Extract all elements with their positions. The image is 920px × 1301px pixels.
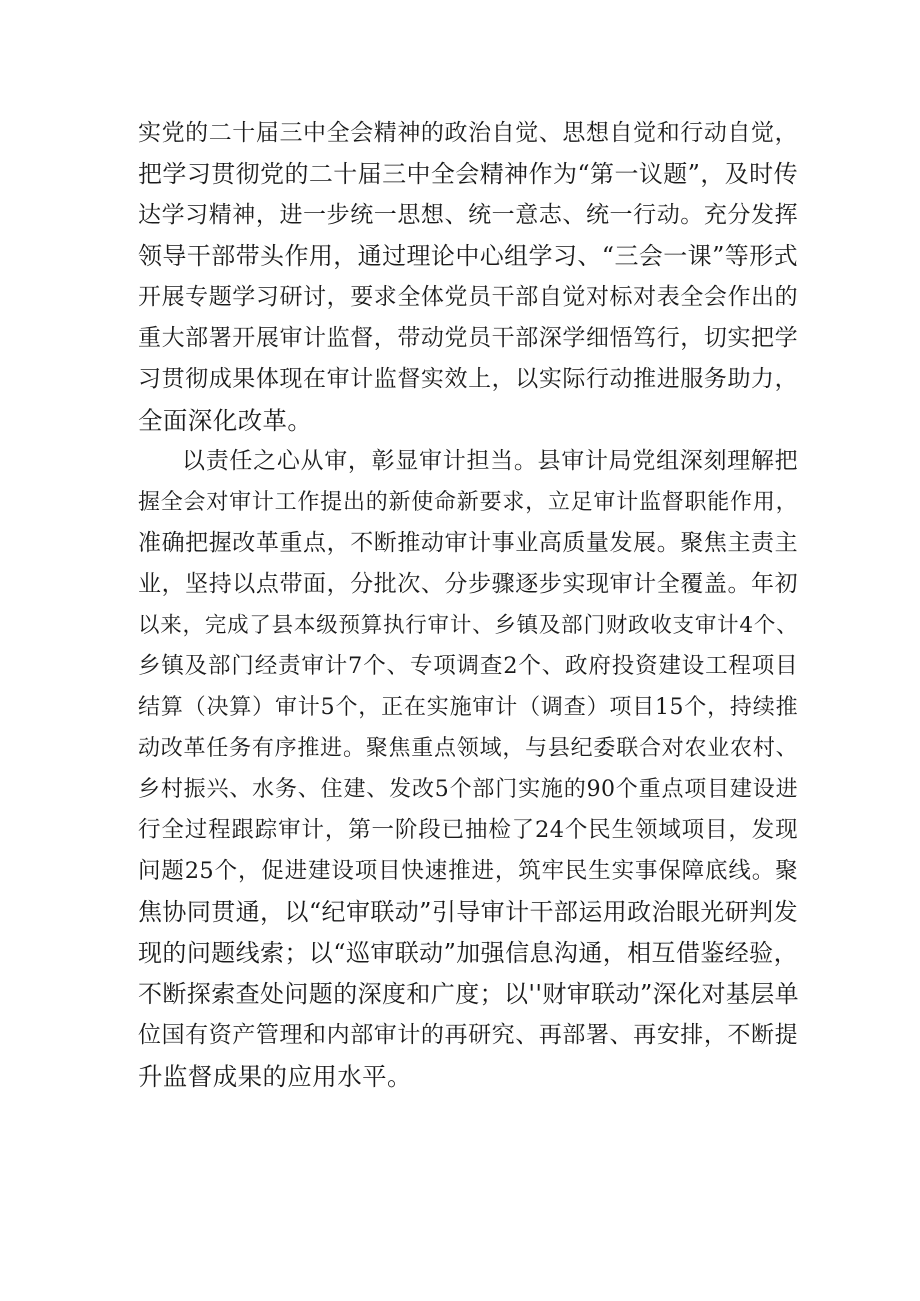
paragraph-2-line: 现的问题线索；以“巡审联动”加强信息沟通，相互借鉴经验，: [138, 939, 798, 967]
paragraph-1-line: 习贯彻成果体现在审计监督实效上，以实际行动推进服务助力，: [138, 366, 798, 392]
paragraph-1-line: 把学习贯彻党的二十届三中全会精神作为“第一议题”，及时传: [138, 160, 798, 188]
paragraph-1-line: 全面深化改革。: [138, 406, 313, 435]
paragraph-2-line: 焦协同贯通，以“纪审联动”引导审计干部运用政治眼光研判发: [138, 898, 798, 926]
paragraph-2-line: 升监督成果的应用水平。: [138, 1062, 412, 1091]
paragraph-2-line: 准确把握改革重点，不断推动审计事业高质量发展。聚焦主责主: [138, 530, 798, 556]
paragraph-2-line: 握全会对审计工作提出的新使命新要求，立足审计监督职能作用，: [138, 490, 798, 515]
paragraph-1-line: 开展专题学习研讨，要求全体党员干部自觉对标对表全会作出的: [138, 284, 798, 310]
paragraph-1-line: 领导干部带头作用，通过理论中心组学习、“三会一课”等形式: [138, 242, 798, 270]
paragraph-2-line: 行全过程跟踪审计，第一阶段已抽检了24个民生领域项目，发现: [138, 817, 798, 843]
paragraph-2-line: 位国有资产管理和内部审计的再研究、再部署、再安排，不断提: [138, 1022, 798, 1048]
paragraph-1-line: 重大部署开展审计监督，带动党员干部深学细悟笃行，切实把学: [138, 325, 798, 351]
paragraph-2-line: 不断探索查处问题的深度和广度；以''财审联动”深化对基层单: [138, 980, 800, 1008]
paragraph-1-line: 达学习精神，进一步统一思想、统一意志、统一行动。充分发挥: [138, 202, 798, 228]
paragraph-2-line: 乡镇及部门经责审计7个、专项调查2个、政府投资建设工程项目: [138, 653, 798, 679]
paragraph-2-line: 以责任之心从审，彰显审计担当。县审计局党组深刻理解把: [182, 448, 798, 474]
document-body: [138, 113, 798, 1097]
paragraph-2-line: 以来，完成了县本级预算执行审计、乡镇及部门财政收支审计4个、: [138, 613, 798, 638]
paragraph-2-line: 结算（决算）审计5个，正在实施审计（调查）项目15个，持续推: [138, 695, 798, 720]
paragraph-2-line: 业，坚持以点带面，分批次、分步骤逐步实现审计全覆盖。年初: [138, 571, 798, 597]
paragraph-2-line: 乡村振兴、水务、住建、发改5个部门实施的90个重点项目建设进: [138, 777, 798, 802]
paragraph-2-line: 动改革任务有序推进。聚焦重点领域，与县纪委联合对农业农村、: [138, 736, 798, 761]
paragraph-2-line: 问题25个，促进建设项目快速推进，筑牢民生实事保障底线。聚: [138, 858, 798, 884]
paragraph-1-line: 实党的二十届三中全会精神的政治自觉、思想自觉和行动自觉，: [138, 120, 798, 146]
